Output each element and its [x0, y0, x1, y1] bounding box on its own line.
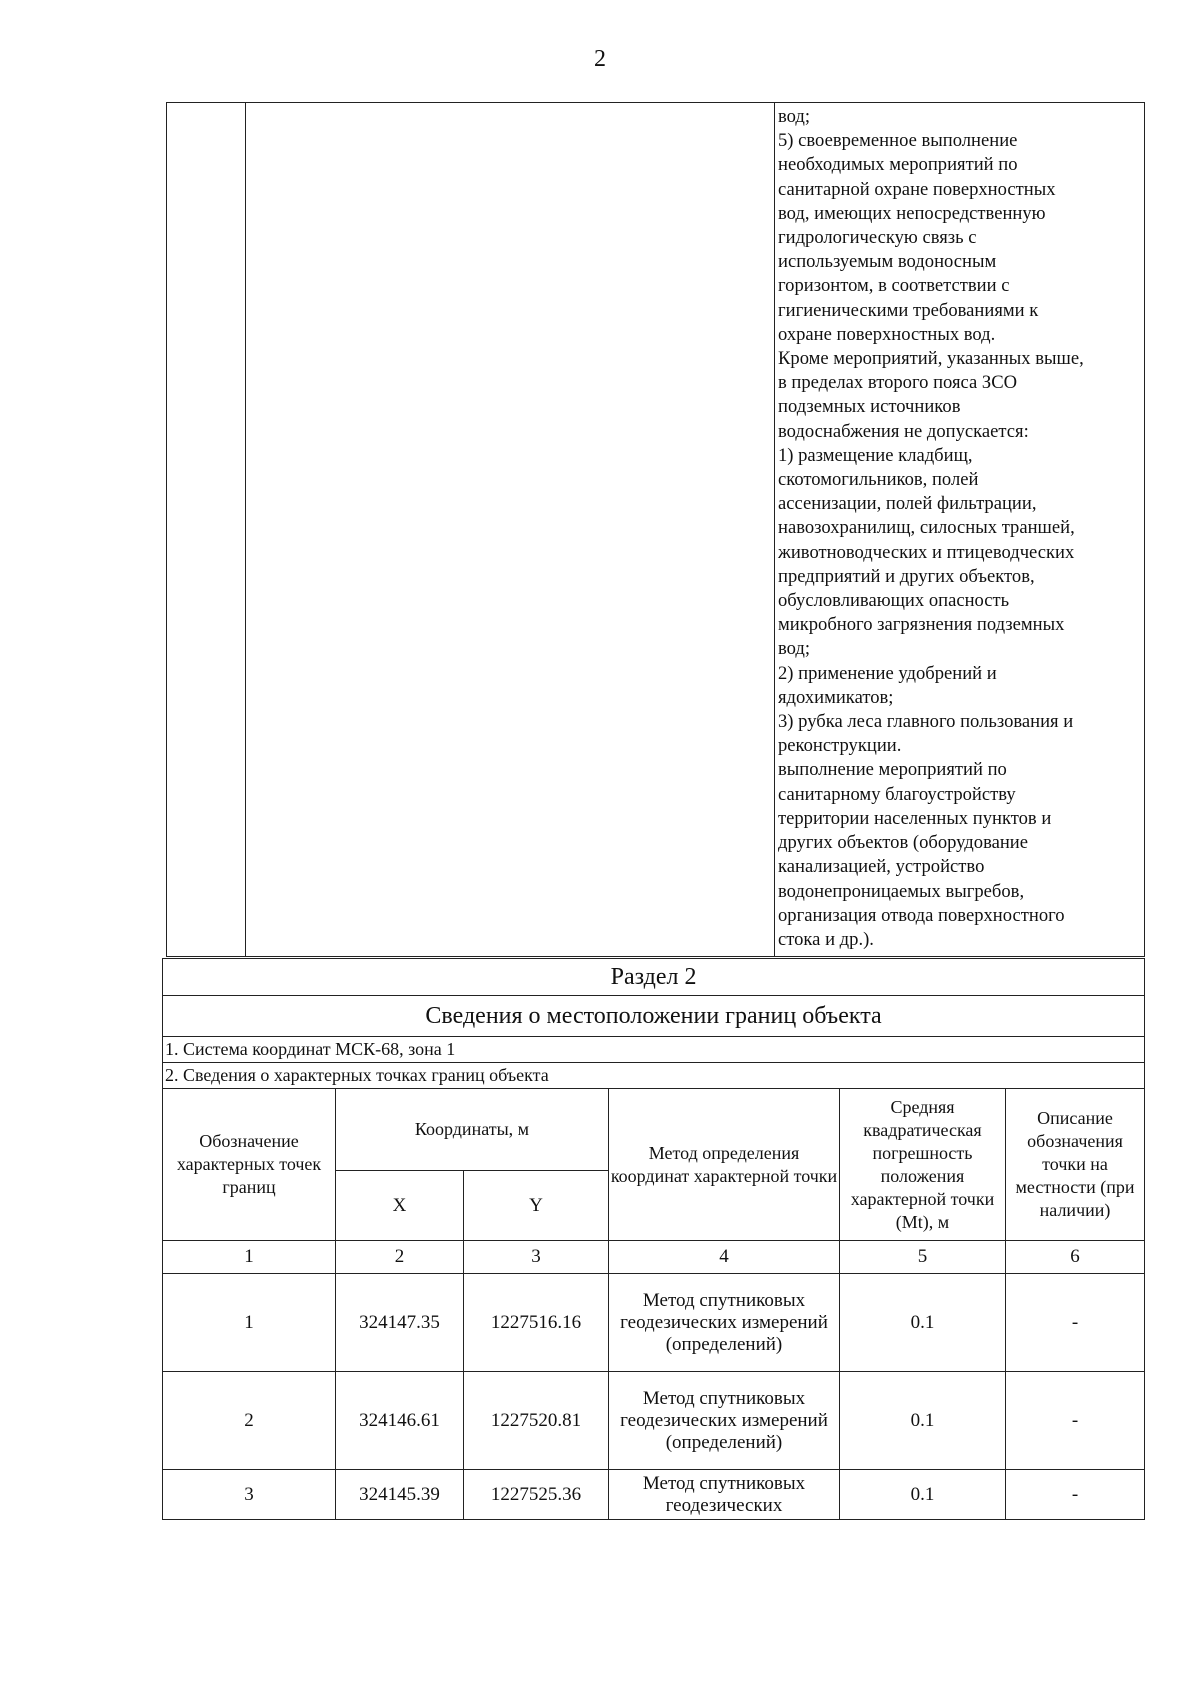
header-method: Метод определения координат характерной точки — [609, 1089, 840, 1241]
requirement-line: ассенизации, полей фильтрации, — [778, 493, 1037, 515]
requirement-line: 3) рубка леса главного пользования и — [778, 711, 1074, 733]
section-subtitle: Сведения о местоположении границ объекта — [163, 996, 1145, 1037]
requirement-line: водоснабжения не допускается: — [778, 420, 1029, 442]
page-number: 2 — [594, 46, 606, 72]
requirements-cell — [775, 103, 1145, 957]
requirement-line: ядохимикатов; — [778, 686, 894, 708]
requirement-line: вод, имеющих непосредственную — [778, 202, 1046, 224]
requirement-line: в пределах второго пояса ЗСО — [778, 372, 1018, 394]
coord-y: 1227516.16 — [464, 1274, 609, 1372]
requirement-line: водонепроницаемых выгребов, — [778, 880, 1025, 902]
col-number: 4 — [609, 1241, 840, 1274]
requirement-line: стока и др.). — [778, 928, 874, 950]
table-row — [163, 1274, 1145, 1372]
requirement-line: вод; — [778, 106, 811, 127]
requirement-line: других объектов (оборудование — [778, 832, 1029, 854]
table-row — [163, 1470, 1145, 1520]
point-description: - — [1006, 1274, 1145, 1372]
coord-y: 1227525.36 — [464, 1470, 609, 1520]
requirement-line: 2) применение удобрений и — [778, 662, 997, 684]
points-heading: 2. Сведения о характерных точках границ объекта — [163, 1063, 1145, 1089]
error-value: 0.1 — [840, 1274, 1006, 1372]
requirement-line: гидрологическую связь с — [778, 227, 977, 249]
requirements-text — [775, 103, 1144, 952]
method: Метод спутниковых геодезических измерений (определений) — [609, 1274, 840, 1372]
requirement-line: реконструкции. — [778, 735, 902, 757]
coord-x: 324146.61 — [336, 1372, 464, 1470]
method: Метод спутниковых геодезических — [609, 1470, 840, 1520]
requirement-line: навозохранилищ, силосных траншей, — [778, 517, 1075, 539]
requirement-line: 1) размещение кладбищ, — [778, 444, 973, 466]
table-row — [163, 1372, 1145, 1470]
header-x: X — [336, 1171, 464, 1241]
point-id: 3 — [163, 1470, 336, 1520]
requirement-line: территории населенных пунктов и — [778, 807, 1052, 829]
coord-x: 324147.35 — [336, 1274, 464, 1372]
requirement-line: предприятий и других объектов, — [778, 565, 1035, 587]
requirement-line: вод; — [778, 638, 811, 660]
requirement-line: 5) своевременное выполнение — [778, 130, 1018, 152]
requirement-line: санитарному благоустройству — [778, 783, 1016, 805]
header-point-designation: Обозначение характерных точек границ — [163, 1089, 336, 1241]
error-value: 0.1 — [840, 1372, 1006, 1470]
coord-system: 1. Система координат МСК-68, зона 1 — [163, 1037, 1145, 1063]
header-y: Y — [464, 1171, 609, 1241]
requirement-line: канализацией, устройство — [778, 856, 985, 878]
empty-cell-1 — [167, 103, 246, 957]
requirement-line: организация отвода поверхностного — [778, 904, 1065, 926]
requirement-line: скотомогильников, полей — [778, 469, 979, 491]
requirements-table — [166, 102, 1145, 957]
requirement-line: выполнение мероприятий по — [778, 759, 1007, 781]
error-value: 0.1 — [840, 1470, 1006, 1520]
requirement-line: Кроме мероприятий, указанных выше, — [778, 348, 1084, 370]
header-error: Средняя квадратическая погрешность положения характерной точки (Mt), м — [840, 1089, 1006, 1241]
col-number: 1 — [163, 1241, 336, 1274]
requirement-line: санитарной охране поверхностных — [778, 178, 1056, 200]
requirement-line: горизонтом, в соответствии с — [778, 275, 1010, 297]
point-description: - — [1006, 1372, 1145, 1470]
coord-x: 324145.39 — [336, 1470, 464, 1520]
point-id: 2 — [163, 1372, 336, 1470]
requirement-line: обусловливающих опасность — [778, 590, 1010, 612]
point-description: - — [1006, 1470, 1145, 1520]
header-coordinates: Координаты, м — [336, 1089, 609, 1171]
requirement-line: микробного загрязнения подземных — [778, 614, 1065, 636]
requirement-line: охране поверхностных вод. — [778, 323, 996, 345]
col-number: 5 — [840, 1241, 1006, 1274]
point-id: 1 — [163, 1274, 336, 1372]
col-number: 2 — [336, 1241, 464, 1274]
requirement-line: животноводческих и птицеводческих — [778, 541, 1075, 563]
boundary-points-table — [162, 958, 1145, 1520]
method: Метод спутниковых геодезических измерений (определений) — [609, 1372, 840, 1470]
section-title: Раздел 2 — [163, 959, 1145, 996]
header-description: Описание обозначения точки на местности (при наличии) — [1006, 1089, 1145, 1241]
requirement-line: подземных источников — [778, 396, 961, 418]
requirement-line: гигиеническими требованиями к — [778, 299, 1039, 321]
col-number: 6 — [1006, 1241, 1145, 1274]
requirement-line: необходимых мероприятий по — [778, 154, 1018, 176]
col-number: 3 — [464, 1241, 609, 1274]
coord-y: 1227520.81 — [464, 1372, 609, 1470]
empty-cell-2 — [246, 103, 775, 957]
requirement-line: используемым водоносным — [778, 251, 997, 273]
